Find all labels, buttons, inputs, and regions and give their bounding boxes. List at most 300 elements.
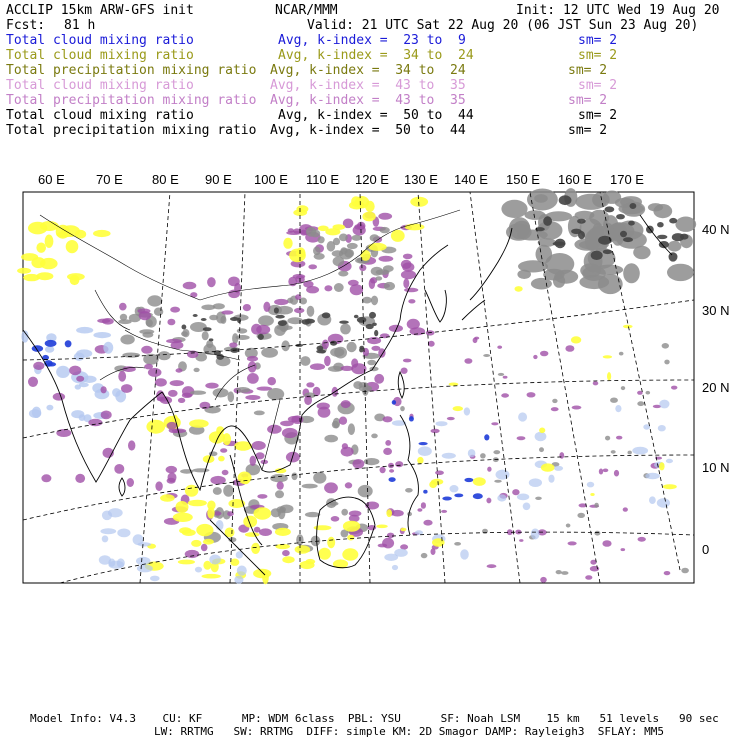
cloud-cell — [423, 520, 432, 526]
cloud-cell — [65, 340, 72, 347]
cloud-cell — [327, 537, 335, 548]
cloud-cell — [535, 497, 542, 500]
cloud-cell — [283, 238, 292, 249]
legend-sm: sm= 2 — [578, 48, 618, 63]
cloud-cell — [494, 480, 501, 483]
cloud-cell — [559, 195, 572, 205]
cloud-cell — [196, 524, 213, 536]
cloud-cell — [371, 296, 378, 306]
cloud-cell — [358, 485, 373, 497]
cloud-cell — [69, 366, 81, 376]
cloud-cell — [333, 238, 340, 246]
cloud-cell — [88, 419, 102, 427]
cloud-cell — [419, 442, 428, 445]
cloud-cell — [572, 406, 582, 410]
cloud-cell — [166, 339, 182, 343]
cloud-cell — [621, 386, 625, 390]
cloud-cell — [559, 452, 564, 459]
cloud-cell — [168, 473, 177, 483]
cloud-cell — [195, 567, 202, 573]
lon-label: 110 E — [306, 172, 340, 187]
cloud-cell — [366, 324, 374, 329]
cloud-cell — [405, 488, 413, 493]
cloud-cell — [29, 409, 41, 418]
cloud-cell — [251, 324, 262, 335]
cloud-cell — [191, 540, 201, 547]
cloud-cell — [523, 503, 531, 511]
cloud-cell — [383, 448, 392, 455]
cloud-cell — [380, 467, 386, 473]
cloud-cell — [40, 258, 58, 269]
cloud-cell — [350, 284, 363, 295]
cloud-cell — [247, 373, 259, 384]
cloud-cell — [275, 315, 284, 319]
cloud-cell — [483, 354, 490, 357]
cloud-cell — [332, 421, 339, 429]
cloud-cell — [108, 508, 123, 517]
cloud-cell — [593, 381, 599, 385]
cloud-cell — [649, 496, 656, 504]
cloud-cell — [213, 388, 229, 397]
cloud-cell — [391, 230, 405, 242]
cloud-cell — [341, 400, 351, 408]
cloud-cell — [598, 274, 623, 294]
cloud-cell — [403, 278, 409, 288]
cloud-cell — [275, 528, 291, 536]
cloud-cell — [527, 392, 536, 397]
cloud-cell — [554, 466, 563, 471]
legend-field: Total cloud mixing ratio — [6, 33, 194, 48]
cloud-cell — [552, 399, 557, 403]
cloud-cell — [76, 349, 92, 357]
cloud-cell — [300, 356, 310, 366]
cloud-cell — [70, 275, 80, 285]
cloud-cell — [237, 328, 248, 333]
cloud-cell — [362, 212, 375, 222]
cloud-cell — [75, 474, 85, 483]
cloud-cell — [160, 494, 175, 502]
fcst-label: Fcst: — [6, 18, 46, 33]
cloud-cell — [138, 542, 152, 546]
cloud-cell — [357, 317, 367, 323]
cloud-cell — [267, 388, 284, 400]
cloud-cell — [493, 450, 500, 454]
cloud-cell — [189, 419, 209, 427]
cloud-cell — [167, 319, 175, 326]
cloud-cell — [33, 362, 44, 370]
legend-field: Total precipitation mixing ratio — [6, 93, 257, 108]
cloud-cell — [317, 346, 324, 351]
cloud-cell — [628, 451, 632, 455]
cloud-cell — [137, 565, 153, 573]
cloud-cell — [289, 249, 306, 263]
cloud-cell — [170, 380, 184, 386]
cloud-cell — [167, 422, 177, 430]
cloud-cell — [119, 303, 127, 311]
cloud-cell — [345, 482, 352, 488]
cloud-cell — [614, 470, 619, 477]
lat-label: 10 N — [702, 460, 730, 475]
cloud-cell — [247, 356, 258, 362]
cloud-cell — [318, 226, 329, 232]
cloud-cell — [347, 535, 354, 541]
cloud-cell — [209, 431, 225, 443]
lat-label: 20 N — [702, 380, 730, 395]
cloud-cell — [352, 235, 362, 241]
cloud-cell — [330, 348, 344, 357]
cloud-cell — [190, 391, 206, 395]
cloud-cell — [220, 448, 227, 453]
cloud-cell — [659, 462, 665, 470]
cloud-cell — [183, 282, 197, 290]
cloud-cell — [498, 373, 504, 376]
cloud-cell — [209, 555, 221, 565]
cloud-cell — [150, 576, 160, 582]
legend-field: Total cloud mixing ratio — [6, 108, 194, 123]
cloud-cell — [339, 321, 349, 324]
cloud-cell — [118, 371, 126, 382]
cloud-cell — [663, 484, 677, 489]
cloud-cell — [114, 464, 124, 474]
cloud-cell — [330, 341, 337, 346]
cloud-cell — [121, 384, 132, 393]
cloud-cell — [122, 353, 140, 358]
cloud-cell — [202, 574, 221, 579]
cloud-cell — [324, 435, 338, 443]
cloud-cell — [501, 393, 509, 397]
cloud-cell — [555, 239, 566, 249]
cloud-cell — [306, 286, 319, 293]
cloud-cell — [342, 443, 348, 449]
cloud-cell — [480, 453, 486, 458]
cloud-cell — [671, 386, 677, 390]
cloud-cell — [182, 325, 187, 330]
cloud-cell — [258, 334, 264, 340]
cloud-cell — [637, 401, 644, 406]
valid-time: Valid: 21 UTC Sat 22 Aug 20 (06 JST Sun 23 Aug 20) — [307, 18, 699, 33]
cloud-cell — [675, 217, 696, 232]
cloud-cell — [178, 560, 195, 565]
cloud-cell — [188, 500, 207, 507]
cloud-cell — [236, 335, 250, 340]
cloud-cell — [341, 509, 348, 516]
cloud-cell — [374, 374, 384, 384]
cloud-cell — [453, 406, 463, 411]
cloud-cell — [230, 317, 239, 321]
cloud-cell — [258, 315, 274, 326]
cloud-cell — [128, 440, 135, 450]
cloud-cell — [646, 391, 651, 395]
cloud-cell — [607, 372, 611, 380]
cloud-cell — [293, 274, 306, 279]
cloud-cell — [295, 545, 311, 554]
lon-label: 120 E — [355, 172, 389, 187]
cloud-cell — [254, 527, 261, 533]
cloud-cell — [108, 561, 124, 569]
lon-label: 160 E — [558, 172, 592, 187]
cloud-cell — [403, 359, 412, 363]
lon-label: 170 E — [610, 172, 644, 187]
cloud-cell — [442, 453, 456, 459]
cloud-cell — [340, 324, 351, 335]
cloud-cell — [533, 355, 537, 359]
cloud-cell — [243, 304, 251, 311]
cloud-cell — [590, 493, 594, 496]
cloud-cell — [611, 450, 616, 454]
cloud-cell — [21, 253, 38, 261]
cloud-cell — [230, 559, 239, 566]
cloud-cell — [333, 256, 345, 266]
lon-label: 150 E — [506, 172, 540, 187]
lon-label: 90 E — [205, 172, 232, 187]
cloud-cell — [400, 528, 406, 531]
cloud-cell — [251, 543, 260, 554]
cloud-cell — [662, 343, 669, 349]
cloud-cell — [203, 327, 212, 331]
cloud-cell — [380, 227, 390, 233]
cloud-cell — [282, 556, 294, 563]
cloud-cell — [632, 447, 648, 455]
legend-avg: Avg, k-index = 43 to 35 — [270, 93, 466, 108]
cloud-cell — [605, 436, 610, 441]
cloud-cell — [371, 434, 378, 439]
cloud-cell — [668, 241, 682, 252]
legend-sm: sm= 2 — [568, 63, 608, 78]
cloud-cell — [207, 501, 215, 510]
cloud-cell — [277, 325, 293, 330]
cloud-cell — [536, 245, 553, 264]
lon-label: 80 E — [152, 172, 179, 187]
cloud-cell — [621, 548, 626, 551]
cloud-cell — [154, 308, 163, 316]
cloud-cell — [45, 235, 54, 248]
cloud-cell — [491, 422, 498, 425]
cloud-cell — [487, 467, 491, 472]
cloud-cell — [263, 302, 270, 312]
cloud-cell — [236, 387, 250, 393]
cloud-cell — [147, 295, 162, 306]
cloud-cell — [41, 474, 51, 482]
cloud-cell — [503, 376, 508, 379]
cloud-cell — [405, 224, 425, 231]
cloud-cell — [487, 564, 497, 568]
cloud-cell — [318, 236, 325, 243]
cloud-cell — [664, 360, 669, 365]
cloud-cell — [539, 428, 545, 434]
legend-sm: sm= 2 — [578, 33, 618, 48]
cloud-cell — [252, 441, 266, 450]
cloud-cell — [534, 194, 548, 203]
cloud-cell — [403, 254, 413, 260]
cloud-cell — [141, 346, 152, 354]
cloud-cell — [36, 243, 46, 253]
cloud-cell — [486, 498, 491, 504]
cloud-cell — [353, 459, 365, 469]
cloud-cell — [400, 406, 405, 411]
cloud-cell — [669, 252, 678, 261]
cloud-cell — [392, 400, 396, 405]
cloud-cell — [267, 377, 276, 385]
cloud-cell — [616, 436, 622, 440]
legend-field: Total cloud mixing ratio — [6, 78, 194, 93]
cloud-cell — [76, 376, 84, 382]
legend-sm: sm= 2 — [568, 123, 608, 138]
cloud-cell — [664, 571, 671, 575]
cloud-cell — [421, 553, 428, 558]
cloud-cell — [253, 569, 271, 579]
cloud-cell — [623, 237, 633, 242]
cloud-cell — [623, 263, 640, 283]
lon-label: 140 E — [454, 172, 488, 187]
cloud-cell — [587, 482, 594, 488]
lon-label: 70 E — [96, 172, 123, 187]
cloud-cell — [657, 235, 667, 239]
cloud-cell — [623, 507, 628, 511]
cloud-cell — [146, 420, 165, 434]
cloud-cell — [345, 249, 355, 258]
model-info-line1: Model Info: V4.3 CU: KF MP: WDM 6class PBL: YSU SF: Noah LSM 15 km 51 levels 90 sec — [30, 712, 719, 725]
legend-avg: Avg, k-index = 23 to 9 — [278, 33, 466, 48]
cloud-cell — [97, 319, 110, 323]
cloud-cell — [310, 230, 320, 238]
cloud-cell — [628, 221, 635, 226]
cloud-cell — [193, 314, 198, 317]
cloud-cell — [120, 335, 134, 345]
cloud-cell — [61, 225, 80, 237]
cloud-cell — [331, 516, 340, 522]
cloud-cell — [45, 346, 54, 353]
legend-field: Total precipitation mixing ratio — [6, 123, 257, 138]
cloud-cell — [512, 489, 519, 495]
cloud-cell — [93, 230, 111, 237]
cloud-cell — [207, 277, 216, 287]
cloud-cell — [370, 234, 380, 241]
cloud-cell — [531, 529, 540, 540]
cloud-cell — [395, 461, 403, 467]
cloud-cell — [473, 338, 478, 344]
cloud-cell — [305, 319, 315, 324]
cloud-cell — [333, 224, 346, 230]
cloud-cell — [305, 512, 320, 517]
cloud-cell — [306, 382, 314, 387]
lat-label: 30 N — [702, 303, 730, 318]
cloud-cell — [401, 368, 408, 374]
cloud-cell — [53, 393, 65, 401]
cloud-cell — [484, 434, 489, 440]
cloud-cell — [347, 342, 357, 352]
cloud-cell — [75, 384, 81, 389]
cloud-cell — [473, 477, 486, 486]
cloud-cell — [254, 411, 265, 416]
cloud-cell — [556, 570, 562, 574]
cloud-cell — [384, 554, 398, 561]
cloud-cell — [369, 312, 376, 319]
cloud-cell — [415, 530, 423, 535]
cloud-cell — [332, 250, 344, 257]
cloud-cell — [286, 231, 301, 235]
cloud-cell — [497, 494, 506, 501]
cloud-cell — [615, 405, 621, 412]
cloud-cell — [245, 532, 260, 537]
cloud-cell — [577, 513, 585, 518]
cloud-cell — [45, 340, 57, 347]
cloud-cell — [155, 481, 162, 491]
cloud-cell — [144, 364, 153, 370]
cloud-cell — [343, 521, 360, 532]
cloud-cell — [274, 299, 288, 305]
cloud-cell — [378, 348, 385, 357]
cloud-cell — [571, 229, 582, 234]
cloud-cell — [181, 331, 188, 336]
cloud-cell — [540, 351, 548, 357]
cloud-cell — [468, 449, 476, 457]
cloud-cell — [496, 470, 510, 480]
cloud-cell — [367, 360, 376, 366]
cloud-cell — [669, 218, 677, 224]
cloud-cell — [185, 485, 198, 497]
cloud-cell — [261, 348, 278, 358]
legend-field: Total cloud mixing ratio — [6, 48, 194, 63]
cloud-cell — [66, 240, 79, 253]
cloud-cell — [250, 456, 257, 466]
cloud-cell — [421, 502, 426, 509]
legend-sm: sm= 2 — [568, 93, 608, 108]
cloud-cell — [535, 432, 547, 441]
cloud-cell — [120, 314, 127, 321]
cloud-cell — [501, 200, 527, 218]
cloud-cell — [158, 351, 171, 360]
cloud-cell — [213, 487, 222, 495]
cloud-cell — [168, 390, 178, 397]
cloud-cell — [354, 315, 359, 319]
cloud-cell — [548, 475, 554, 483]
cloud-cell — [409, 416, 414, 421]
cloud-cell — [599, 469, 603, 475]
cloud-cell — [347, 243, 358, 249]
cloud-cell — [276, 506, 286, 513]
cloud-cell — [278, 320, 287, 326]
cloud-cell — [176, 368, 183, 372]
cloud-cell — [431, 479, 443, 485]
cloud-cell — [594, 503, 598, 508]
legend-avg: Avg, k-index = 43 to 35 — [270, 78, 466, 93]
cloud-cell — [229, 342, 237, 347]
cloud-cell — [603, 250, 613, 255]
cloud-cell — [313, 472, 326, 484]
cloud-cell — [202, 331, 209, 340]
cloud-cell — [603, 355, 612, 358]
cloud-cell — [602, 540, 611, 547]
cloud-cell — [28, 377, 38, 387]
cloud-cell — [275, 490, 284, 498]
cloud-cell — [182, 529, 196, 536]
lat-label: 40 N — [702, 222, 730, 237]
cloud-cell — [282, 550, 290, 556]
cloud-cell — [348, 423, 355, 435]
cloud-cell — [222, 470, 229, 475]
cloud-cell — [417, 457, 423, 464]
cloud-cell — [365, 201, 375, 212]
init-time: Init: 12 UTC Wed 19 Aug 20 — [516, 3, 720, 18]
cloud-cell — [101, 411, 112, 420]
cloud-cell — [594, 531, 600, 536]
cloud-cell — [575, 194, 606, 210]
cloud-cell — [56, 429, 71, 437]
cloud-cell — [93, 332, 111, 338]
cloud-cell — [518, 412, 527, 421]
legend-sm: sm= 2 — [578, 108, 618, 123]
cloud-cell — [681, 568, 689, 574]
